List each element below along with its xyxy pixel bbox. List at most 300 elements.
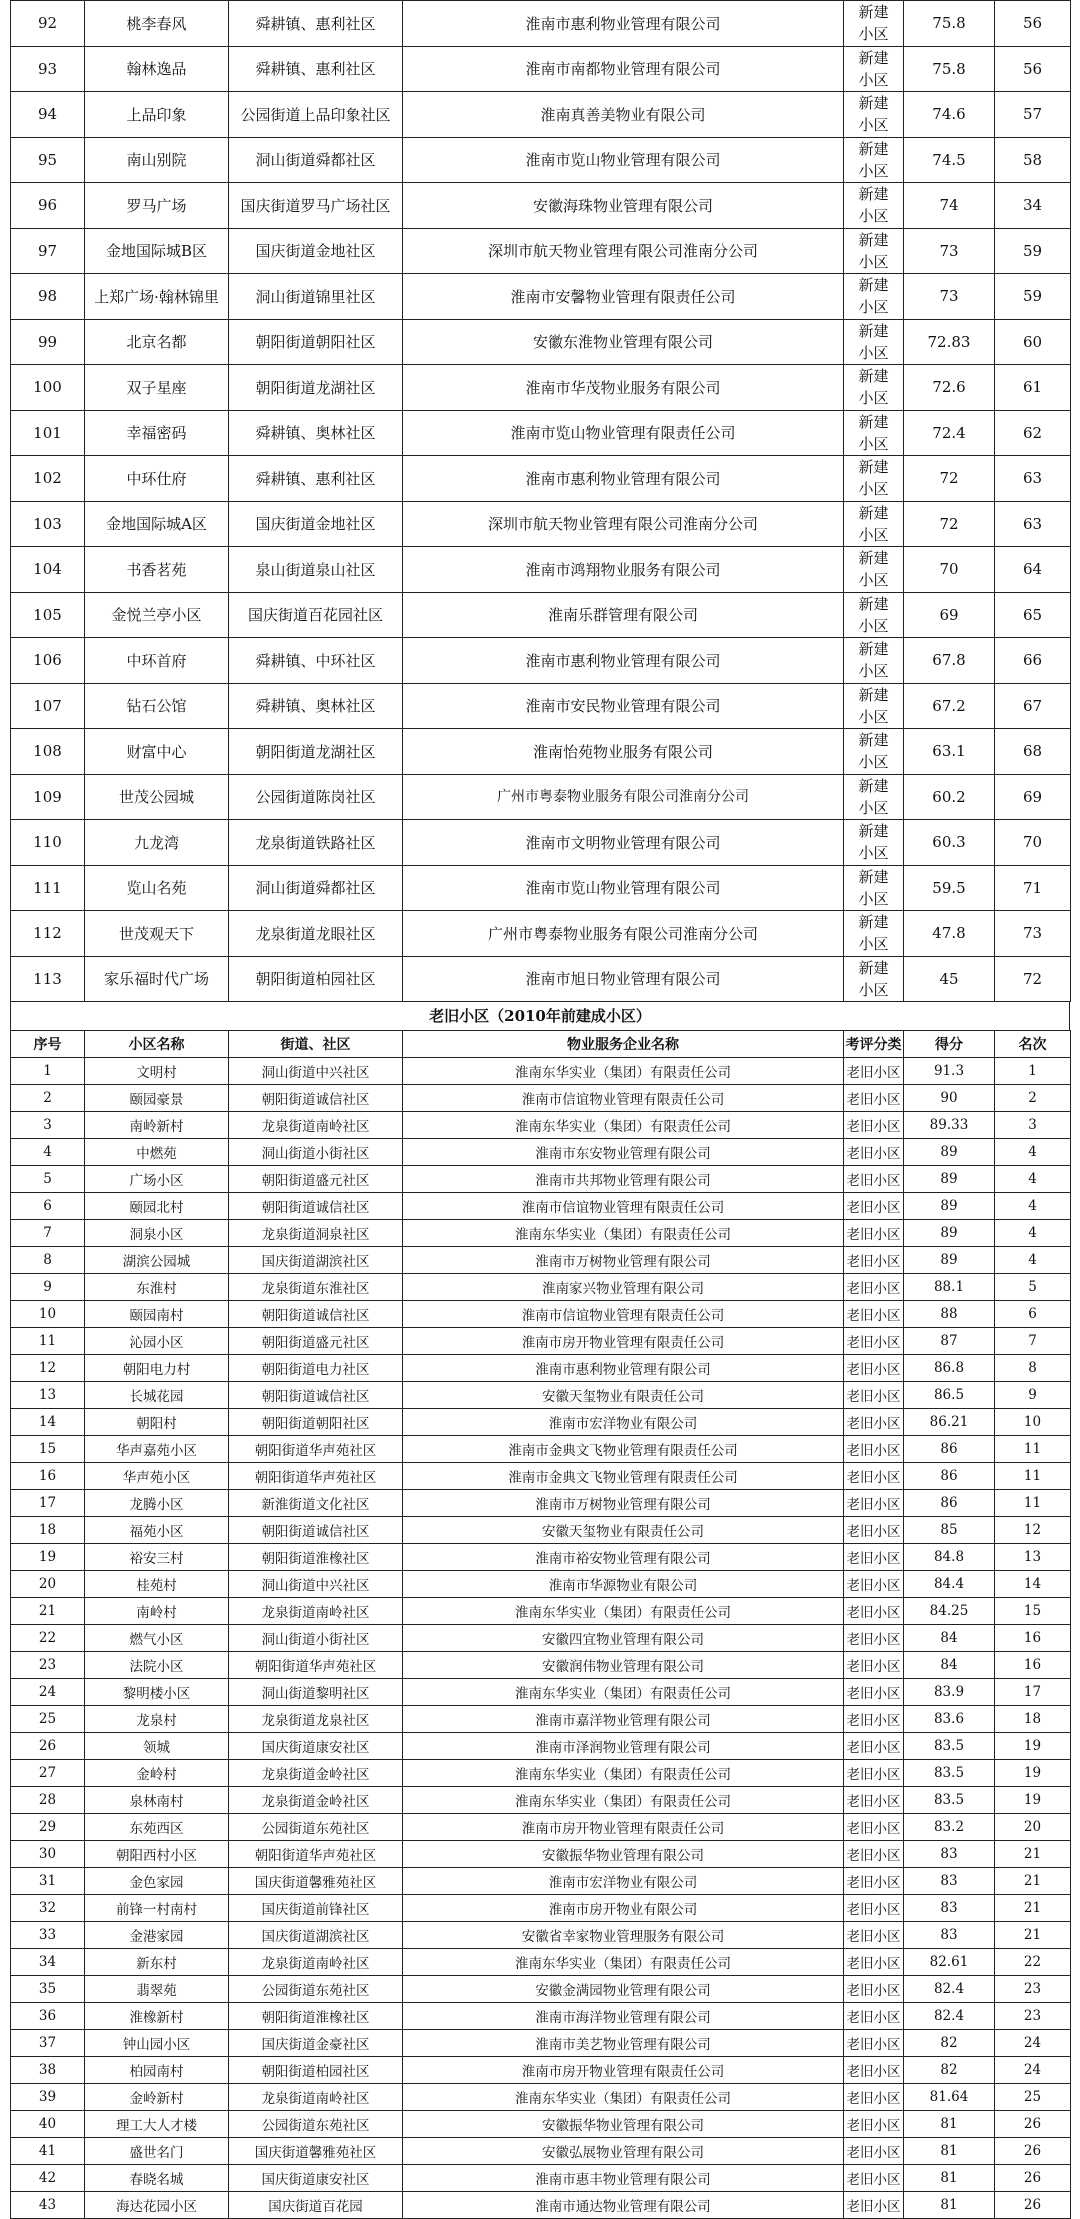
cell-score: 70 (904, 547, 995, 593)
cell-rank: 4 (995, 1247, 1071, 1274)
cell-company: 淮南东华实业（集团）有限责任公司 (403, 1787, 844, 1814)
cell-type: 新建小区 (844, 820, 904, 866)
cell-score: 83 (904, 1922, 995, 1949)
cell-company: 安徽天玺物业有限责任公司 (403, 1517, 844, 1544)
cell-name: 中环仕府 (85, 456, 229, 502)
cell-name: 金地国际城B区 (85, 228, 229, 274)
cell-street: 朝阳街道盛元社区 (229, 1166, 403, 1193)
cell-street: 公园街道东苑社区 (229, 1814, 403, 1841)
cell-street: 朝阳街道龙湖社区 (229, 365, 403, 411)
cell-company: 淮南市华茂物业服务有限公司 (403, 365, 844, 411)
cell-type: 老旧小区 (844, 1922, 904, 1949)
cell-no: 41 (11, 2138, 85, 2165)
cell-no: 105 (11, 592, 85, 638)
cell-name: 南岭新村 (85, 1112, 229, 1139)
cell-score: 84.25 (904, 1598, 995, 1625)
cell-type: 新建小区 (844, 183, 904, 229)
cell-name: 领城 (85, 1733, 229, 1760)
cell-name: 淮橡新村 (85, 2003, 229, 2030)
cell-street: 国庆街道百花园社区 (229, 592, 403, 638)
cell-rank: 11 (995, 1490, 1071, 1517)
cell-company: 安徽振华物业管理有限公司 (403, 1841, 844, 1868)
cell-rank: 56 (995, 1, 1071, 47)
cell-name: 华声苑小区 (85, 1463, 229, 1490)
cell-company: 淮南市共邦物业管理有限公司 (403, 1166, 844, 1193)
cell-rank: 69 (995, 774, 1071, 820)
cell-no: 35 (11, 1976, 85, 2003)
cell-street: 朝阳街道龙湖社区 (229, 729, 403, 775)
cell-rank: 20 (995, 1814, 1071, 1841)
cell-rank: 66 (995, 638, 1071, 684)
cell-rank: 72 (995, 956, 1071, 1002)
cell-street: 国庆街道前锋社区 (229, 1895, 403, 1922)
cell-street: 龙泉街道东淮社区 (229, 1274, 403, 1301)
cell-company: 安徽润伟物业管理有限公司 (403, 1652, 844, 1679)
table-row (11, 1328, 1071, 1355)
cell-score: 89 (904, 1220, 995, 1247)
cell-score: 86.8 (904, 1355, 995, 1382)
cell-name: 广场小区 (85, 1166, 229, 1193)
cell-rank: 18 (995, 1706, 1071, 1733)
table-row (11, 365, 1071, 411)
cell-no: 39 (11, 2084, 85, 2111)
cell-rank: 19 (995, 1760, 1071, 1787)
cell-type: 老旧小区 (844, 1463, 904, 1490)
table-row (11, 1652, 1071, 1679)
cell-name: 新东村 (85, 1949, 229, 1976)
cell-no: 23 (11, 1652, 85, 1679)
cell-street: 洞山街道小街社区 (229, 1139, 403, 1166)
table-row (11, 956, 1071, 1002)
cell-company: 淮南东华实业（集团）有限责任公司 (403, 1949, 844, 1976)
cell-no: 1 (11, 1058, 85, 1085)
cell-type: 老旧小区 (844, 1247, 904, 1274)
cell-score: 60.2 (904, 774, 995, 820)
cell-no: 107 (11, 683, 85, 729)
cell-no: 112 (11, 911, 85, 957)
cell-no: 101 (11, 410, 85, 456)
cell-street: 朝阳街道柏园社区 (229, 2057, 403, 2084)
cell-rank: 57 (995, 92, 1071, 138)
cell-rank: 10 (995, 1409, 1071, 1436)
cell-company: 淮南市信谊物业管理有限责任公司 (403, 1193, 844, 1220)
cell-score: 81 (904, 2192, 995, 2219)
cell-score: 89 (904, 1247, 995, 1274)
cell-name: 北京名都 (85, 319, 229, 365)
cell-street: 朝阳街道柏园社区 (229, 956, 403, 1002)
cell-company: 淮南市鸿翔物业服务有限公司 (403, 547, 844, 593)
cell-name: 南岭村 (85, 1598, 229, 1625)
cell-type: 老旧小区 (844, 1949, 904, 1976)
header-type: 考评分类 (844, 1031, 904, 1058)
cell-street: 龙泉街道金岭社区 (229, 1787, 403, 1814)
cell-company: 淮南市裕安物业管理有限公司 (403, 1544, 844, 1571)
table-row (11, 1517, 1071, 1544)
table-row (11, 1949, 1071, 1976)
header-score: 得分 (904, 1031, 995, 1058)
cell-no: 100 (11, 365, 85, 411)
cell-rank: 25 (995, 2084, 1071, 2111)
cell-street: 国庆街道百花园 (229, 2192, 403, 2219)
table-row (11, 1733, 1071, 1760)
cell-score: 63.1 (904, 729, 995, 775)
cell-name: 洞泉小区 (85, 1220, 229, 1247)
table-row (11, 1679, 1071, 1706)
cell-company: 淮南市美艺物业管理有限公司 (403, 2030, 844, 2057)
cell-type: 新建小区 (844, 547, 904, 593)
cell-type: 新建小区 (844, 319, 904, 365)
cell-type: 老旧小区 (844, 2165, 904, 2192)
cell-no: 15 (11, 1436, 85, 1463)
cell-street: 舜耕镇、惠利社区 (229, 456, 403, 502)
cell-name: 双子星座 (85, 365, 229, 411)
cell-score: 82.61 (904, 1949, 995, 1976)
cell-type: 新建小区 (844, 729, 904, 775)
table-row (11, 319, 1071, 365)
cell-score: 81 (904, 2165, 995, 2192)
cell-type: 老旧小区 (844, 1787, 904, 1814)
cell-company: 淮南市金典文飞物业管理有限责任公司 (403, 1463, 844, 1490)
cell-name: 朝阳西村小区 (85, 1841, 229, 1868)
cell-street: 朝阳街道诚信社区 (229, 1517, 403, 1544)
cell-no: 24 (11, 1679, 85, 1706)
table-row (11, 1760, 1071, 1787)
table-row (11, 92, 1071, 138)
cell-score: 74.6 (904, 92, 995, 138)
table-row (11, 1220, 1071, 1247)
cell-rank: 64 (995, 547, 1071, 593)
cell-score: 86 (904, 1490, 995, 1517)
cell-name: 上郑广场·翰林锦里 (85, 274, 229, 320)
cell-no: 94 (11, 92, 85, 138)
table-row (11, 1544, 1071, 1571)
cell-type: 新建小区 (844, 137, 904, 183)
cell-type: 新建小区 (844, 46, 904, 92)
cell-score: 88 (904, 1301, 995, 1328)
cell-street: 朝阳街道淮橡社区 (229, 1544, 403, 1571)
cell-rank: 61 (995, 365, 1071, 411)
cell-rank: 63 (995, 501, 1071, 547)
cell-company: 安徽天玺物业有限责任公司 (403, 1382, 844, 1409)
cell-company: 淮南市宏洋物业有限公司 (403, 1409, 844, 1436)
cell-name: 世茂公园城 (85, 774, 229, 820)
cell-company: 淮南市万树物业管理有限公司 (403, 1247, 844, 1274)
cell-score: 83.2 (904, 1814, 995, 1841)
cell-name: 金岭村 (85, 1760, 229, 1787)
cell-score: 81.64 (904, 2084, 995, 2111)
cell-company: 淮南东华实业（集团）有限责任公司 (403, 1112, 844, 1139)
cell-company: 淮南市安馨物业管理有限责任公司 (403, 274, 844, 320)
cell-name: 幸福密码 (85, 410, 229, 456)
cell-rank: 6 (995, 1301, 1071, 1328)
cell-company: 淮南市嘉洋物业管理有限公司 (403, 1706, 844, 1733)
cell-company: 广州市粤泰物业服务有限公司淮南分公司 (403, 911, 844, 957)
cell-rank: 15 (995, 1598, 1071, 1625)
cell-score: 84.8 (904, 1544, 995, 1571)
cell-no: 103 (11, 501, 85, 547)
cell-rank: 12 (995, 1517, 1071, 1544)
cell-no: 113 (11, 956, 85, 1002)
cell-company: 淮南市惠利物业管理有限公司 (403, 456, 844, 502)
table-row (11, 1922, 1071, 1949)
table-row (11, 2030, 1071, 2057)
cell-street: 龙泉街道金岭社区 (229, 1760, 403, 1787)
table-row (11, 46, 1071, 92)
cell-company: 淮南市惠利物业管理有限公司 (403, 1, 844, 47)
cell-street: 国庆街道金豪社区 (229, 2030, 403, 2057)
cell-street: 公园街道东苑社区 (229, 1976, 403, 2003)
table-row (11, 547, 1071, 593)
cell-type: 老旧小区 (844, 1760, 904, 1787)
cell-rank: 4 (995, 1193, 1071, 1220)
cell-street: 洞山街道中兴社区 (229, 1058, 403, 1085)
cell-rank: 73 (995, 911, 1071, 957)
cell-score: 81 (904, 2138, 995, 2165)
cell-street: 国庆街道罗马广场社区 (229, 183, 403, 229)
cell-type: 老旧小区 (844, 1652, 904, 1679)
cell-company: 淮南市南都物业管理有限公司 (403, 46, 844, 92)
cell-no: 37 (11, 2030, 85, 2057)
cell-rank: 26 (995, 2138, 1071, 2165)
cell-name: 钻石公馆 (85, 683, 229, 729)
cell-no: 111 (11, 865, 85, 911)
cell-rank: 67 (995, 683, 1071, 729)
table-row (11, 501, 1071, 547)
cell-score: 45 (904, 956, 995, 1002)
cell-company: 淮南市信谊物业管理有限责任公司 (403, 1301, 844, 1328)
cell-type: 老旧小区 (844, 2192, 904, 2219)
cell-rank: 63 (995, 456, 1071, 502)
table-row (11, 1436, 1071, 1463)
table-row (11, 1409, 1071, 1436)
cell-name: 书香茗苑 (85, 547, 229, 593)
cell-company: 淮南东华实业（集团）有限责任公司 (403, 1679, 844, 1706)
table-row (11, 1895, 1071, 1922)
cell-score: 75.8 (904, 1, 995, 47)
cell-name: 家乐福时代广场 (85, 956, 229, 1002)
cell-score: 89 (904, 1193, 995, 1220)
cell-street: 国庆街道馨雅苑社区 (229, 1868, 403, 1895)
cell-name: 东苑西区 (85, 1814, 229, 1841)
cell-rank: 22 (995, 1949, 1071, 1976)
cell-company: 广州市粤泰物业服务有限公司淮南分公司 (403, 774, 844, 820)
cell-company: 淮南家兴物业管理有限公司 (403, 1274, 844, 1301)
cell-score: 83.9 (904, 1679, 995, 1706)
cell-score: 69 (904, 592, 995, 638)
cell-name: 长城花园 (85, 1382, 229, 1409)
cell-company: 淮南市惠利物业管理有限公司 (403, 1355, 844, 1382)
cell-rank: 16 (995, 1625, 1071, 1652)
cell-street: 公园街道陈岗社区 (229, 774, 403, 820)
cell-no: 25 (11, 1706, 85, 1733)
cell-type: 老旧小区 (844, 1328, 904, 1355)
cell-no: 20 (11, 1571, 85, 1598)
cell-company: 淮南市旭日物业管理有限公司 (403, 956, 844, 1002)
cell-name: 理工大人才楼 (85, 2111, 229, 2138)
cell-no: 42 (11, 2165, 85, 2192)
cell-name: 中燃苑 (85, 1139, 229, 1166)
cell-score: 89 (904, 1166, 995, 1193)
cell-rank: 23 (995, 2003, 1071, 2030)
table-row (11, 1085, 1071, 1112)
cell-street: 舜耕镇、中环社区 (229, 638, 403, 684)
cell-rank: 4 (995, 1139, 1071, 1166)
table-row (11, 1490, 1071, 1517)
cell-no: 95 (11, 137, 85, 183)
cell-company: 淮南怡苑物业服务有限公司 (403, 729, 844, 775)
cell-rank: 62 (995, 410, 1071, 456)
cell-rank: 68 (995, 729, 1071, 775)
cell-company: 淮南市宏洋物业有限公司 (403, 1868, 844, 1895)
table-row (11, 1598, 1071, 1625)
cell-name: 燃气小区 (85, 1625, 229, 1652)
cell-score: 88.1 (904, 1274, 995, 1301)
cell-company: 淮南市信谊物业管理有限责任公司 (403, 1085, 844, 1112)
table-row (11, 911, 1071, 957)
table-row (11, 1166, 1071, 1193)
cell-street: 朝阳街道朝阳社区 (229, 319, 403, 365)
cell-score: 72.6 (904, 365, 995, 411)
cell-company: 安徽东淮物业管理有限公司 (403, 319, 844, 365)
cell-type: 老旧小区 (844, 1868, 904, 1895)
cell-company: 淮南真善美物业有限公司 (403, 92, 844, 138)
table-row (11, 1814, 1071, 1841)
cell-street: 朝阳街道电力社区 (229, 1355, 403, 1382)
cell-street: 朝阳街道华声苑社区 (229, 1841, 403, 1868)
cell-rank: 59 (995, 228, 1071, 274)
table-row (11, 1571, 1071, 1598)
cell-company: 淮南东华实业（集团）有限责任公司 (403, 1058, 844, 1085)
cell-rank: 1 (995, 1058, 1071, 1085)
cell-rank: 14 (995, 1571, 1071, 1598)
new-community-table (10, 0, 1071, 1002)
cell-score: 67.8 (904, 638, 995, 684)
cell-type: 新建小区 (844, 1, 904, 47)
cell-score: 89.33 (904, 1112, 995, 1139)
cell-no: 31 (11, 1868, 85, 1895)
header-street: 街道、社区 (229, 1031, 403, 1058)
cell-no: 22 (11, 1625, 85, 1652)
cell-score: 82.4 (904, 1976, 995, 2003)
table-row (11, 2165, 1071, 2192)
cell-name: 中环首府 (85, 638, 229, 684)
cell-rank: 60 (995, 319, 1071, 365)
cell-no: 7 (11, 1220, 85, 1247)
cell-no: 5 (11, 1166, 85, 1193)
cell-score: 72 (904, 456, 995, 502)
cell-no: 4 (11, 1139, 85, 1166)
cell-type: 新建小区 (844, 456, 904, 502)
cell-type: 老旧小区 (844, 1112, 904, 1139)
cell-street: 朝阳街道华声苑社区 (229, 1652, 403, 1679)
cell-no: 36 (11, 2003, 85, 2030)
cell-name: 法院小区 (85, 1652, 229, 1679)
cell-type: 新建小区 (844, 501, 904, 547)
table-row (11, 2192, 1071, 2219)
cell-score: 82.4 (904, 2003, 995, 2030)
cell-type: 老旧小区 (844, 1544, 904, 1571)
cell-rank: 11 (995, 1463, 1071, 1490)
cell-rank: 16 (995, 1652, 1071, 1679)
cell-street: 朝阳街道诚信社区 (229, 1085, 403, 1112)
cell-street: 国庆街道馨雅苑社区 (229, 2138, 403, 2165)
cell-street: 龙泉街道南岭社区 (229, 1598, 403, 1625)
cell-score: 83.5 (904, 1733, 995, 1760)
cell-company: 安徽海珠物业管理有限公司 (403, 183, 844, 229)
table-row (11, 274, 1071, 320)
cell-type: 老旧小区 (844, 1841, 904, 1868)
table-row (11, 865, 1071, 911)
cell-street: 舜耕镇、奥林社区 (229, 410, 403, 456)
cell-no: 43 (11, 2192, 85, 2219)
cell-rank: 3 (995, 1112, 1071, 1139)
cell-rank: 4 (995, 1166, 1071, 1193)
cell-street: 舜耕镇、惠利社区 (229, 1, 403, 47)
cell-company: 淮南市房开物业管理有限责任公司 (403, 2057, 844, 2084)
cell-name: 春晓名城 (85, 2165, 229, 2192)
cell-rank: 70 (995, 820, 1071, 866)
cell-company: 淮南市泽润物业管理有限公司 (403, 1733, 844, 1760)
cell-type: 新建小区 (844, 683, 904, 729)
cell-street: 龙泉街道南岭社区 (229, 1112, 403, 1139)
cell-type: 新建小区 (844, 274, 904, 320)
cell-name: 罗马广场 (85, 183, 229, 229)
cell-type: 新建小区 (844, 865, 904, 911)
table-row (11, 1247, 1071, 1274)
cell-no: 14 (11, 1409, 85, 1436)
cell-rank: 7 (995, 1328, 1071, 1355)
cell-street: 洞山街道舜都社区 (229, 137, 403, 183)
table-row (11, 638, 1071, 684)
table-row (11, 1463, 1071, 1490)
cell-rank: 65 (995, 592, 1071, 638)
cell-score: 90 (904, 1085, 995, 1112)
table-row (11, 1, 1071, 47)
cell-name: 华声嘉苑小区 (85, 1436, 229, 1463)
table-row (11, 729, 1071, 775)
cell-no: 28 (11, 1787, 85, 1814)
cell-rank: 34 (995, 183, 1071, 229)
cell-name: 金悦兰亭小区 (85, 592, 229, 638)
cell-company: 安徽四宜物业管理有限公司 (403, 1625, 844, 1652)
cell-street: 朝阳街道诚信社区 (229, 1382, 403, 1409)
cell-score: 75.8 (904, 46, 995, 92)
table-row (11, 1787, 1071, 1814)
cell-rank: 21 (995, 1841, 1071, 1868)
cell-no: 106 (11, 638, 85, 684)
cell-score: 73 (904, 228, 995, 274)
cell-name: 世茂观天下 (85, 911, 229, 957)
cell-no: 38 (11, 2057, 85, 2084)
cell-name: 上品印象 (85, 92, 229, 138)
cell-no: 26 (11, 1733, 85, 1760)
cell-score: 85 (904, 1517, 995, 1544)
cell-no: 34 (11, 1949, 85, 1976)
cell-score: 74.5 (904, 137, 995, 183)
cell-no: 97 (11, 228, 85, 274)
cell-score: 86 (904, 1436, 995, 1463)
table-row (11, 774, 1071, 820)
table-row (11, 456, 1071, 502)
cell-name: 前锋一村南村 (85, 1895, 229, 1922)
cell-rank: 17 (995, 1679, 1071, 1706)
table-row (11, 1355, 1071, 1382)
cell-street: 洞山街道舜都社区 (229, 865, 403, 911)
cell-name: 海达花园小区 (85, 2192, 229, 2219)
cell-company: 安徽振华物业管理有限公司 (403, 2111, 844, 2138)
cell-no: 2 (11, 1085, 85, 1112)
cell-street: 龙泉街道铁路社区 (229, 820, 403, 866)
